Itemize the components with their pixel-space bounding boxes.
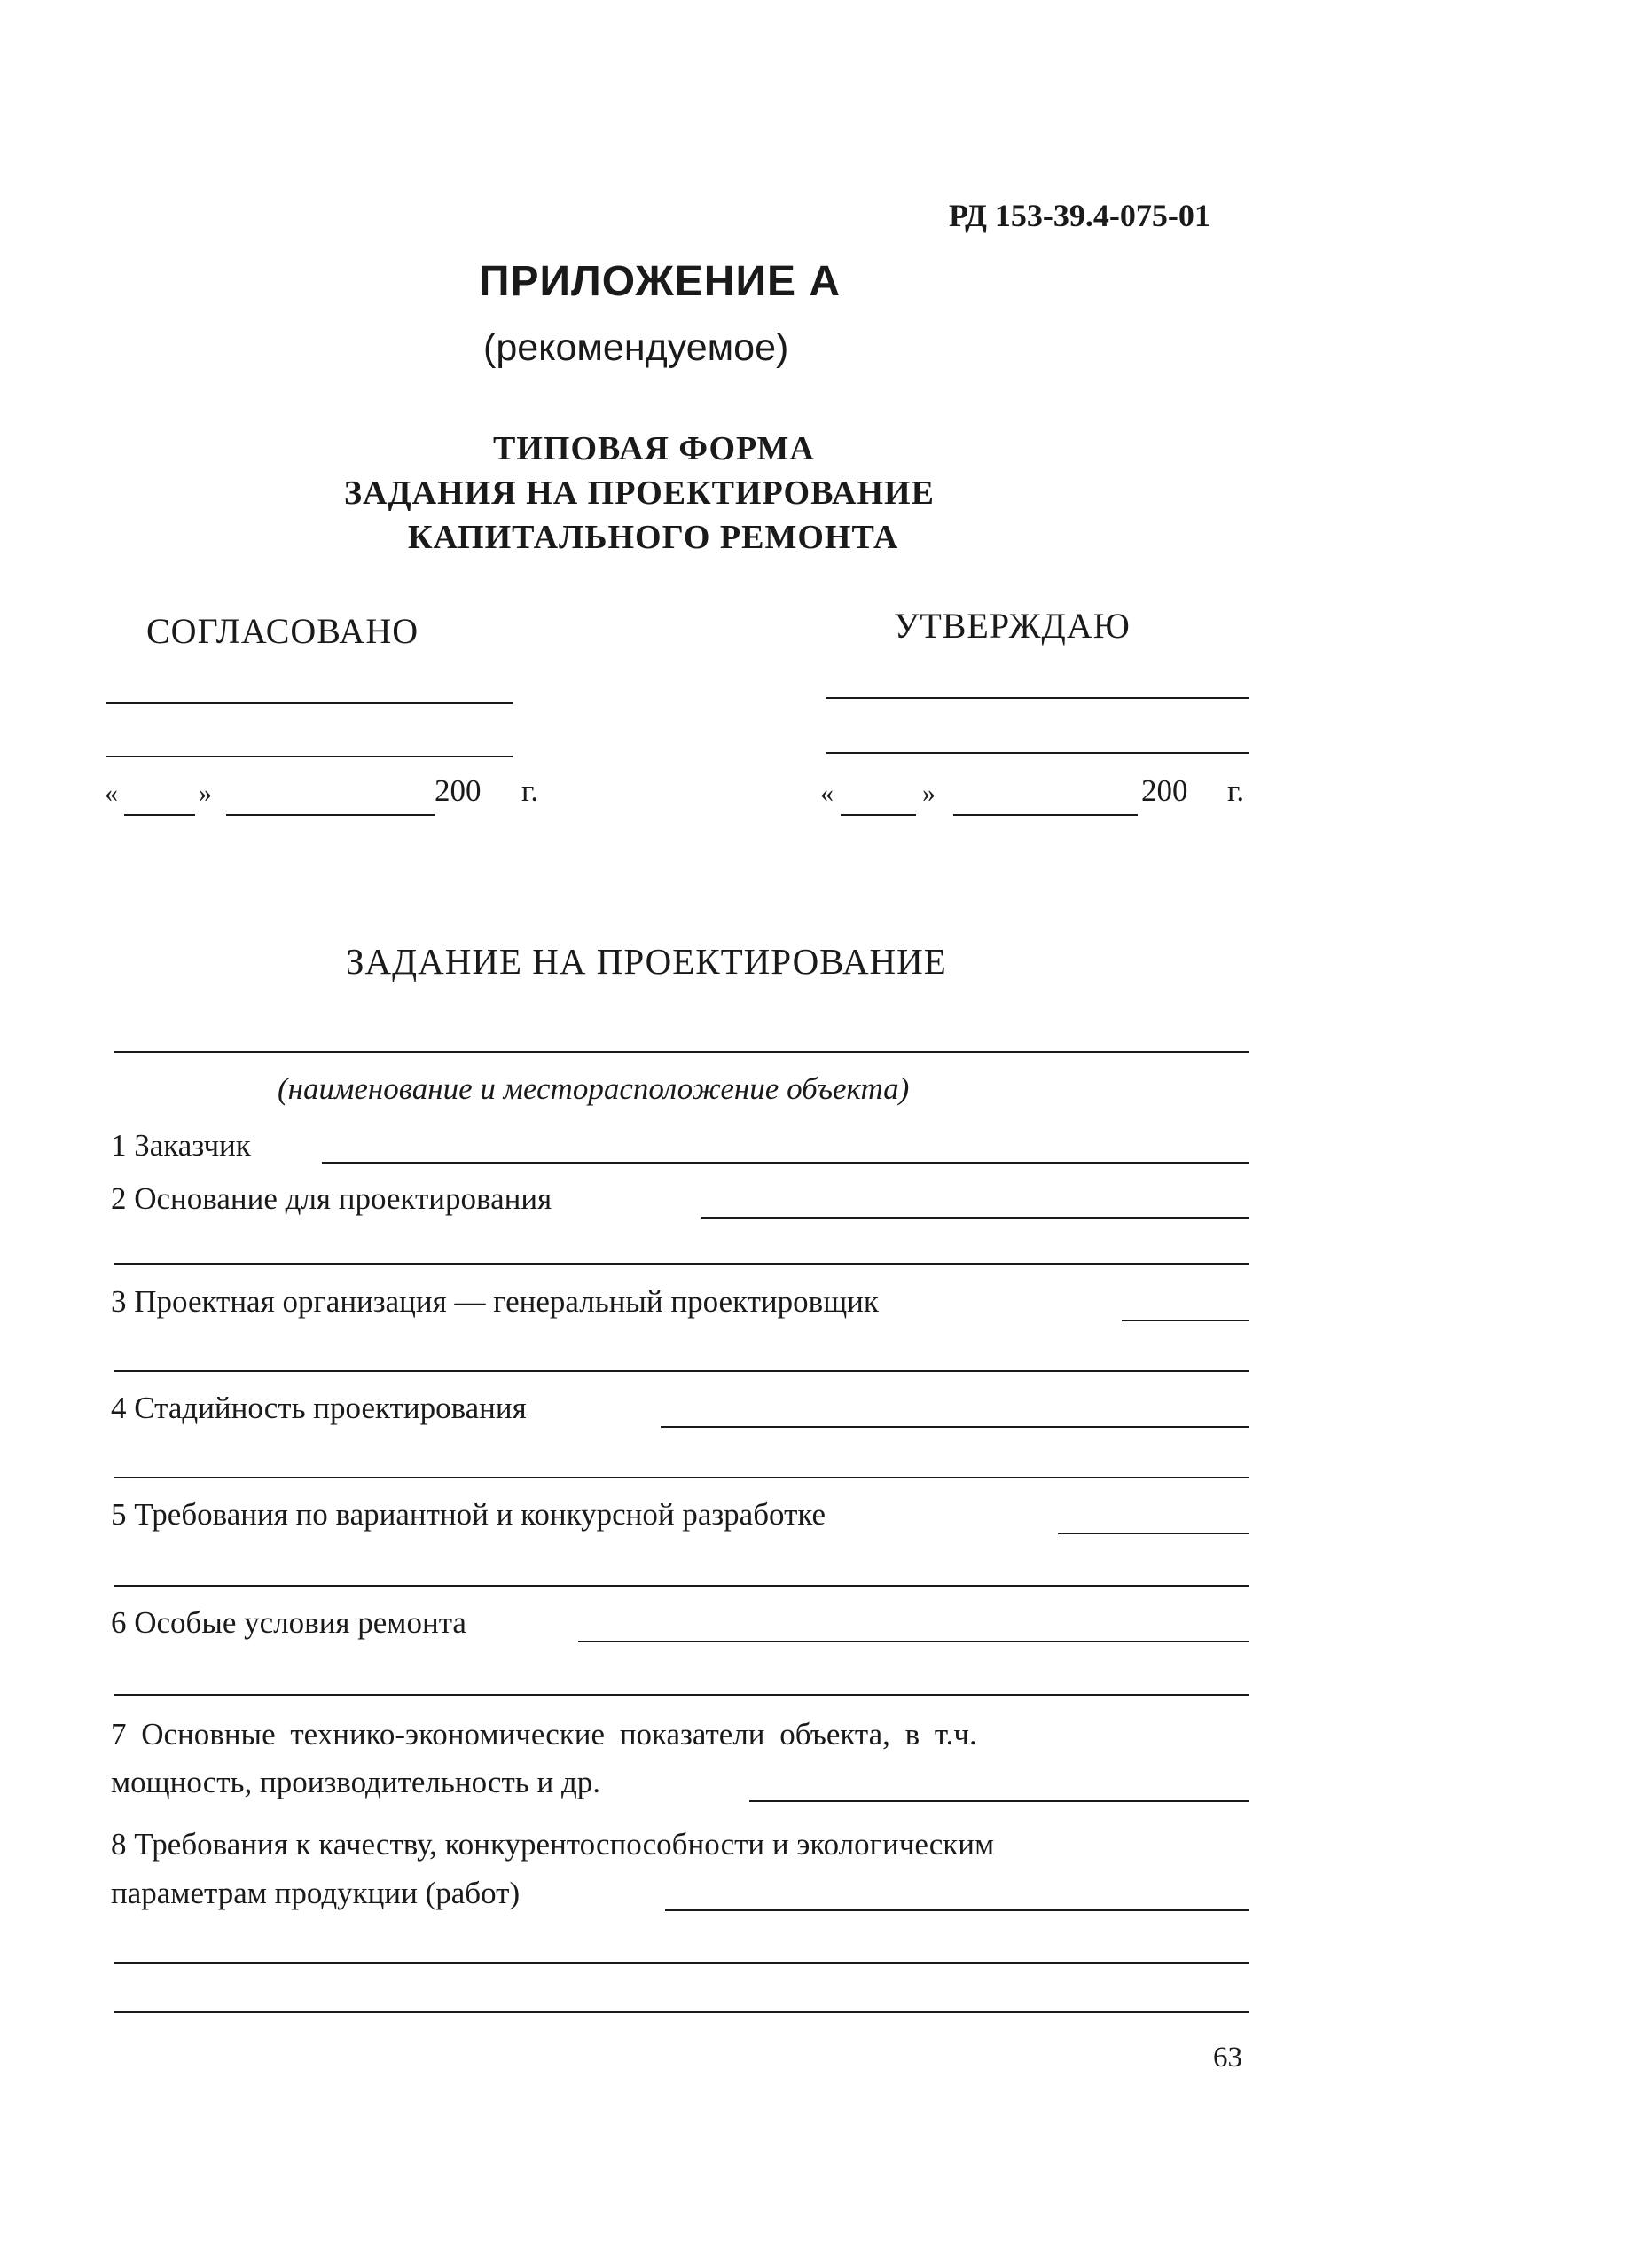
form-title-line2: ЗАДАНИЯ НА ПРОЕКТИРОВАНИЕ [344, 474, 935, 512]
agreed-date-open-quote: « [105, 779, 118, 808]
item-1-field [322, 1162, 1249, 1164]
approve-date-close-quote: » [922, 779, 936, 808]
appendix-subtitle: (рекомендуемое) [483, 326, 789, 369]
item-5-label: 5 Требования по вариантной и конкурсной разработке [111, 1497, 826, 1532]
agreed-date-close-quote: » [199, 779, 212, 808]
item-2-label: 2 Основание для проектирования [111, 1181, 552, 1216]
item-3-field-cont [114, 1370, 1249, 1372]
agreed-label: СОГЛАСОВАНО [146, 611, 419, 651]
approve-date-open-quote: « [820, 779, 834, 808]
item-8-field-cont-2 [114, 2011, 1249, 2013]
approve-month-blank [953, 814, 1138, 816]
approve-label: УТВЕРЖДАЮ [894, 606, 1131, 646]
item-6-field-cont [114, 1694, 1249, 1696]
object-name-line [114, 1051, 1249, 1053]
item-4-field-cont [114, 1477, 1249, 1478]
form-title-line1: ТИПОВАЯ ФОРМА [493, 430, 815, 467]
agreed-signature-line-1 [106, 702, 513, 704]
page-number: 63 [1213, 2042, 1242, 2073]
approve-year: 200 [1141, 773, 1188, 808]
item-2-field-cont [114, 1263, 1249, 1265]
agreed-month-blank [226, 814, 435, 816]
agreed-year: 200 [435, 773, 482, 808]
appendix-title: ПРИЛОЖЕНИЕ А [479, 258, 841, 305]
item-8-label-line2: параметрам продукции (работ) [111, 1876, 521, 1910]
agreed-day-blank [124, 814, 195, 816]
item-2-field [701, 1217, 1249, 1219]
item-4-field [661, 1426, 1249, 1428]
approve-day-blank [841, 814, 916, 816]
item-8-field-cont-1 [114, 1962, 1249, 1964]
item-8-field [665, 1909, 1249, 1911]
item-5-field [1058, 1533, 1249, 1534]
agreed-signature-line-2 [106, 756, 513, 757]
item-6-field [578, 1641, 1249, 1642]
item-6-label: 6 Особые условия ремонта [111, 1605, 466, 1640]
item-7-label-line1: 7 Основные технико-экономические показатели объекта, в т.ч. [111, 1717, 977, 1752]
item-1-label: 1 Заказчик [111, 1128, 251, 1163]
approve-signature-line-1 [826, 697, 1249, 699]
item-7-label-line2: мощность, производительность и др. [111, 1765, 601, 1799]
task-title: ЗАДАНИЕ НА ПРОЕКТИРОВАНИЕ [346, 941, 947, 982]
item-7-field [749, 1800, 1249, 1802]
object-caption: (наименование и месторасположение объекта) [278, 1071, 910, 1106]
approve-signature-line-2 [826, 752, 1249, 754]
item-3-label: 3 Проектная организация — генеральный проектировщик [111, 1284, 879, 1319]
item-5-field-cont [114, 1585, 1249, 1587]
agreed-year-suffix: г. [521, 773, 539, 808]
item-8-label-line1: 8 Требования к качеству, конкурентоспособности и экологическим [111, 1827, 995, 1862]
approve-year-suffix: г. [1227, 773, 1245, 808]
item-3-field [1122, 1320, 1249, 1321]
document-code: РД 153-39.4-075-01 [949, 198, 1210, 233]
item-4-label: 4 Стадийность проектирования [111, 1391, 527, 1425]
form-title-line3: КАПИТАЛЬНОГО РЕМОНТА [408, 519, 899, 556]
